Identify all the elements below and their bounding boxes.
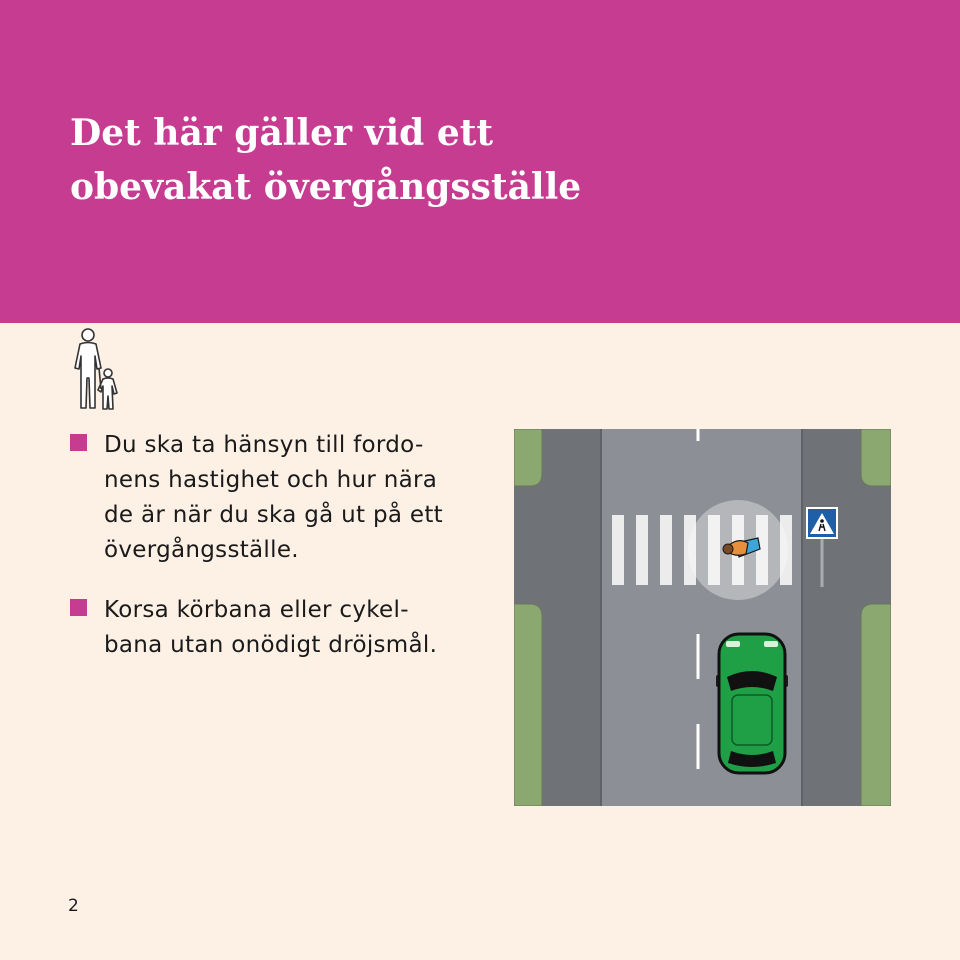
crossing-illustration: [514, 429, 891, 806]
page-header: [0, 0, 960, 323]
title-line-1: Det här gäller vid ett: [70, 112, 493, 154]
bullet-1-line-3: de är när du ska gå ut på ett: [104, 502, 443, 528]
bullet-text: [104, 428, 443, 568]
bullet-item-2: [70, 593, 437, 663]
bike-lane-left: [542, 429, 601, 806]
bullet-marker: [70, 599, 87, 616]
bike-lane-right: [802, 429, 861, 806]
pedestrian-icon: [66, 326, 122, 412]
title-line-2: obevakat övergångsställe: [70, 166, 582, 208]
car-icon: [716, 634, 788, 773]
bullet-item-1: [70, 428, 443, 568]
page-title: [70, 106, 581, 214]
page-number: 2: [68, 896, 79, 916]
grass-bottom-left: [514, 604, 542, 806]
grass-top-left: [514, 429, 542, 486]
bullet-2-line-2: bana utan onödigt dröjsmål.: [104, 632, 438, 658]
bullet-2-line-1: Korsa körbana eller cykel-: [104, 597, 409, 623]
bullet-1-line-2: nens hastighet och hur nära: [104, 467, 438, 493]
bullet-1-line-1: Du ska ta hänsyn till fordo-: [104, 432, 424, 458]
bullet-marker: [70, 434, 87, 451]
bullet-text: [104, 593, 437, 663]
grass-bottom-right: [861, 604, 891, 806]
grass-top-right: [861, 429, 891, 486]
bullet-1-line-4: övergångsställe.: [104, 537, 299, 563]
